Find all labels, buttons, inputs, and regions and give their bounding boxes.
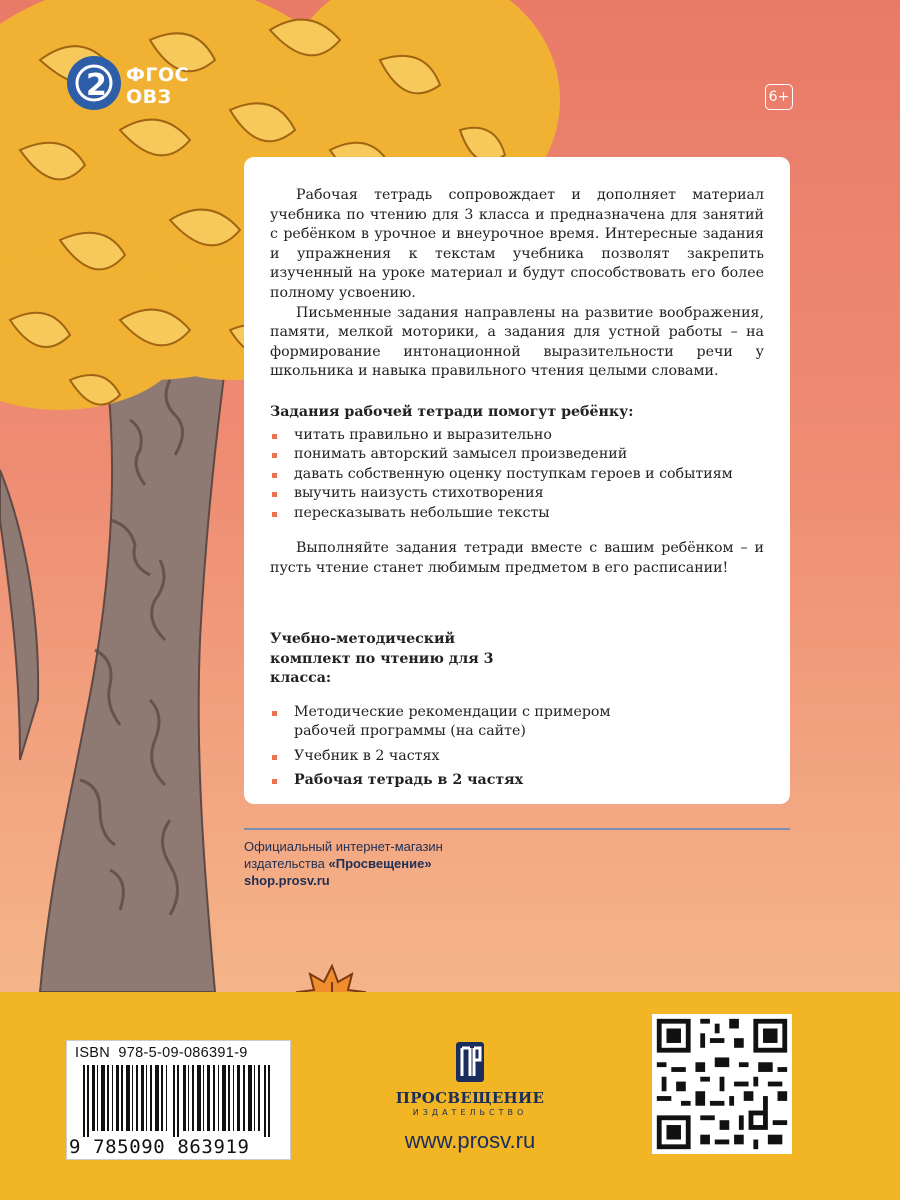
kit-heading: Учебно-методический комплект по чтению для 3 класса:	[270, 631, 494, 687]
isbn-text: ISBN 978-5-09-086391-9	[75, 1045, 248, 1061]
prosv-book-icon	[454, 1040, 486, 1084]
publisher-subtitle: ИЗДАТЕЛЬСТВО	[412, 1108, 528, 1117]
shop-url-link[interactable]	[244, 872, 443, 889]
shop-line-2	[244, 855, 443, 872]
fgos-label: ФГОС	[126, 64, 190, 86]
publisher-logo	[380, 1040, 560, 1160]
shop-line-1: Официальный интернет-магазин	[244, 839, 443, 854]
closing-paragraph: Выполняйте задания тетради вместе с вашим ребёнком – и пусть чтение станет любимым предметом в его расписании!	[270, 539, 764, 576]
shop-prefix: издательства	[244, 856, 329, 871]
barcode-bars	[83, 1065, 283, 1137]
skill-item: давать собственную оценку поступкам героев и событиям	[270, 465, 764, 484]
tasks-paragraph: Письменные задания направлены на развитие воображения, памяти, мелкой моторики, а задания для устной работы – на формирование интонационной выразительности речи у школьника и навыка правильного чтения целыми словами.	[270, 304, 764, 380]
kit-item: Методические рекомендации с примером рабочей программы (на сайте)	[270, 703, 654, 742]
shop-info	[244, 838, 443, 889]
kit-list	[270, 703, 764, 791]
shop-publisher-name: «Просвещение»	[328, 856, 432, 871]
skill-item: пересказывать небольшие тексты	[270, 504, 764, 523]
skills-heading: Задания рабочей тетради помогут ребёнку:	[270, 403, 634, 420]
skill-item: выучить наизусть стихотворения	[270, 484, 764, 503]
kit-item-current: Рабочая тетрадь в 2 частях	[270, 771, 764, 790]
fgos-ovz-label	[126, 64, 189, 108]
skill-item: понимать авторский замысел произведений	[270, 445, 764, 464]
ovz-label: ОВЗ	[126, 86, 172, 108]
intro-paragraph: Рабочая тетрадь сопровождает и дополняет материал учебника по чтению для 3 класса и предназначена для занятий с ребёнком в урочное и внеурочное время. Интересные задания и упражнения к текстам учебника позволят закрепить изученный на уроке материал и будут способствовать его более полному усвоению.	[270, 187, 764, 301]
divider-line	[244, 828, 790, 830]
barcode-number: 9 785090 863919	[69, 1136, 250, 1158]
qr-code-icon[interactable]	[652, 1014, 792, 1154]
shop-url: shop.prosv.ru	[244, 873, 330, 888]
age-rating-badge: 6+	[765, 84, 793, 110]
skills-list	[270, 426, 764, 523]
skill-item: читать правильно и выразительно	[270, 426, 764, 445]
kit-item: Учебник в 2 частях	[270, 747, 764, 766]
publisher-name: ПРОСВЕЩЕНИЕ	[395, 1089, 545, 1107]
svg-text:2: 2	[86, 68, 107, 103]
isbn-barcode	[66, 1040, 291, 1160]
publisher-url[interactable]: www.prosv.ru	[404, 1128, 536, 1153]
description-card	[244, 157, 790, 804]
